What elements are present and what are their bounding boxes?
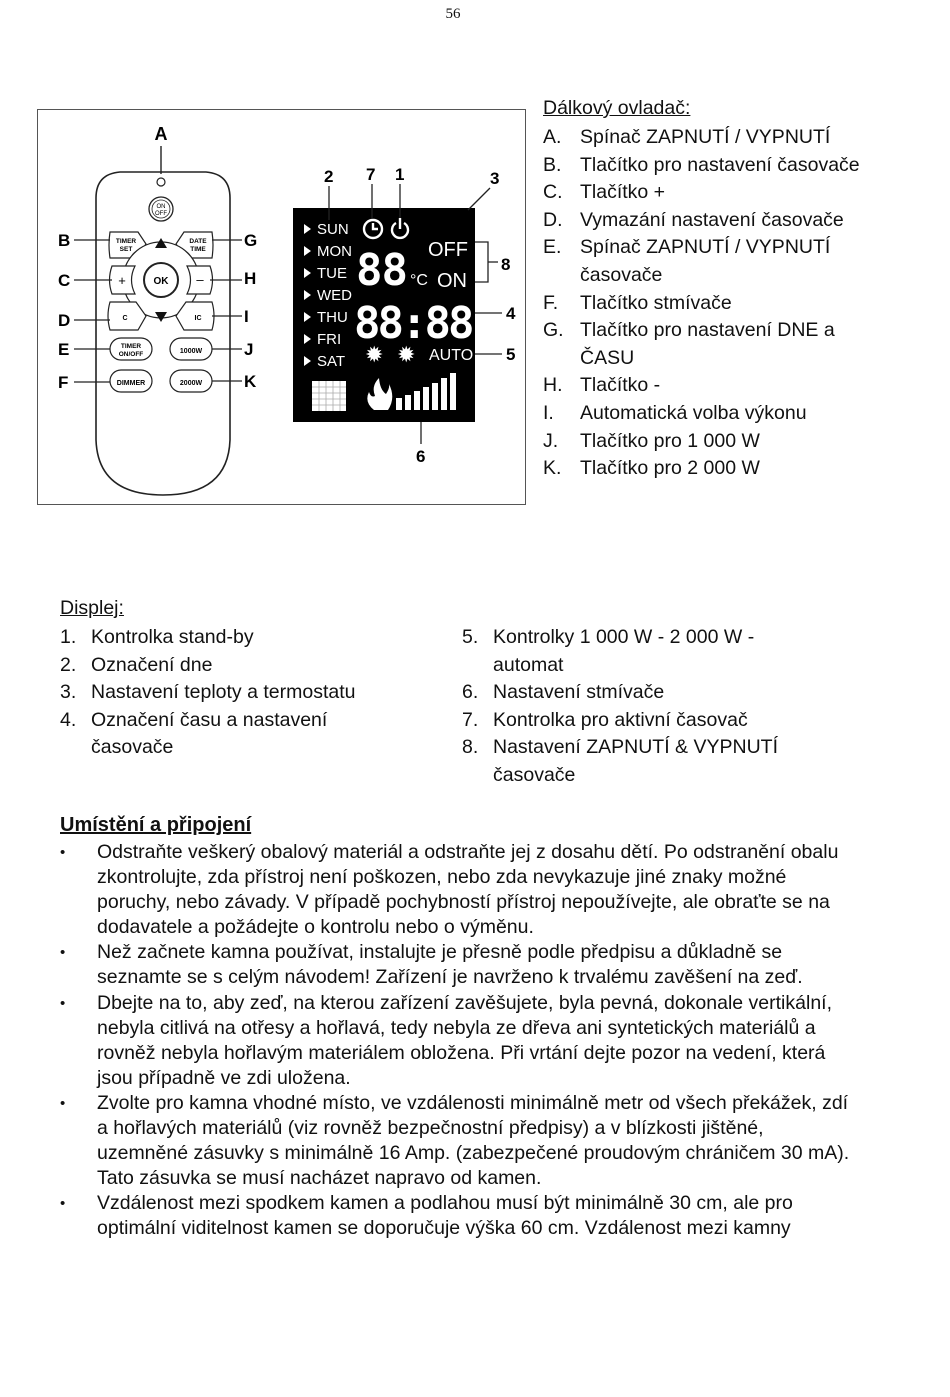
bullet-dot: •: [60, 944, 66, 962]
led-indicator: [157, 178, 165, 186]
bullet-dot: •: [60, 994, 66, 1012]
display-legend-number: 4.: [60, 708, 77, 731]
callout-2: 2: [324, 167, 334, 186]
remote-legend-letter: K.: [543, 457, 562, 480]
sun-icon-2000w: ✹: [397, 342, 416, 367]
bullet-item: [60, 1191, 860, 1241]
remote-legend-letter: D.: [543, 208, 563, 231]
label-b: B: [58, 231, 71, 250]
remote-legend-item: [543, 455, 880, 483]
remote-legend-letter: E.: [543, 236, 562, 259]
day-label: WED: [317, 287, 352, 304]
label-f: F: [58, 373, 69, 392]
remote-legend-item: [543, 124, 880, 152]
section-bullet-list: [60, 840, 860, 1242]
remote-legend-text: Automatická volba výkonu: [580, 401, 807, 424]
remote-legend-letter: G.: [543, 319, 564, 342]
callout-1: 1: [395, 165, 405, 184]
remote-legend-list: [543, 124, 880, 483]
bullet-text: Než začnete kamna používat, instalujte je přesně podle předpisu a důkladně se seznamte se s celým návodem! Zařízení je navrženo k trvalému zavěšení na zeď.: [97, 941, 803, 989]
page-number: 56: [445, 6, 461, 22]
timer-onoff-label-2: ON/OFF: [118, 351, 144, 358]
time-digits: 88:88: [354, 298, 472, 349]
temp-unit: °C: [410, 272, 428, 289]
day-label: TUE: [317, 265, 347, 282]
callout-7: 7: [366, 165, 376, 184]
bullet-item: [60, 940, 860, 990]
display-legend-item: [462, 734, 822, 789]
display-legend-number: 1.: [60, 626, 77, 648]
date-time-label-1: DATE: [189, 238, 207, 245]
bullet-item: [60, 840, 860, 940]
on-off-button: [149, 197, 173, 221]
bullet-text: Zvolte pro kamna vhodné místo, ve vzdálenosti minimálně metr od všech překážek, zdí a hořlavých materiálů (viz rovněž bezpečnostní předpisy) a v blízkosti jištěné, uzemněné zásuvky s minimálně 16 Amp. (zabezpečené proudovým chráničem 30 mA). Tato zásuvka se musí nacházet napravo od kamen.: [97, 1091, 850, 1190]
c-label: C: [122, 315, 128, 322]
display-legend-item: [462, 679, 822, 707]
timer-onoff-label-1: TIMER: [120, 343, 142, 350]
bullet-dot: •: [60, 1094, 66, 1112]
day-label: SUN: [317, 221, 349, 238]
display-legend-col1: [60, 624, 400, 762]
timer-set-label-1: TIMER: [115, 238, 137, 245]
remote-legend-text: Tlačítko pro nastavení časovače: [580, 153, 860, 176]
temp-digits: 88: [356, 245, 407, 296]
sun-icon-1000w: ✹: [365, 342, 384, 367]
display-legend-text: Označení dne: [91, 653, 213, 676]
display-legend-item: [60, 707, 400, 762]
ok-label: OK: [153, 276, 169, 287]
label-h: H: [244, 269, 257, 288]
display-legend-number: 6.: [462, 681, 479, 704]
label-k: K: [244, 372, 257, 391]
callout-6: 6: [416, 447, 426, 466]
remote-legend-text: Tlačítko pro 2 000 W: [580, 457, 760, 480]
auto-indicator: AUTO: [429, 347, 474, 364]
bullet-item: [60, 991, 860, 1091]
remote-legend-item: [543, 317, 880, 372]
display-legend-text: Kontrolky 1 000 W - 2 000 W - automat: [493, 626, 755, 676]
on-off-label-2: OFF: [155, 211, 167, 217]
remote-legend-item: [543, 400, 880, 428]
display-legend-text: Nastavení stmívače: [493, 681, 665, 704]
remote-legend-letter: I.: [543, 401, 554, 424]
display-legend-heading: Displej:: [60, 597, 124, 619]
callout-4: 4: [506, 304, 516, 323]
remote-legend-letter: A.: [543, 126, 562, 148]
remote-legend-text: Tlačítko pro 1 000 W: [580, 429, 760, 452]
remote-legend-letter: F.: [543, 291, 559, 314]
remote-legend-item: [543, 372, 880, 400]
callout-8: 8: [501, 255, 511, 274]
remote-legend-item: [543, 152, 880, 180]
bullet-dot: •: [60, 1195, 66, 1213]
day-label: MON: [317, 243, 352, 260]
label-i: I: [244, 307, 249, 326]
display-legend-item: [60, 624, 400, 652]
p1000-label: 1000W: [179, 348, 203, 355]
bullet-dot: •: [60, 844, 66, 861]
display-legend-text: Kontrolka stand-by: [91, 626, 254, 648]
thermostat-grid-icon: [312, 381, 346, 411]
remote-legend-item: [543, 234, 880, 289]
bullet-text: Dbejte na to, aby zeď, na kterou zařízení zavěšujete, byla pevná, dokonale vertikální, nebyla citlivá na otřesy a hořlavá, tedy nebyla ze dřeva ani syntetických materiálů a rovněž nebyla hořlavým materiálem obložena. Při vrtání dejte pozor na vedení, která jsou případně ve zdi uložena.: [97, 991, 833, 1089]
remote-legend-item: [543, 428, 880, 456]
label-g: G: [244, 231, 258, 250]
on-off-label-1: ON: [156, 204, 166, 210]
display-legend-item: [462, 707, 822, 735]
label-c: C: [58, 271, 71, 290]
day-label: FRI: [317, 331, 342, 348]
minus-label: –: [196, 272, 204, 287]
bullet-text: Odstraňte veškerý obalový materiál a odstraňte jej z dosahu dětí. Po odstranění obalu zkontrolujte, zda přístroj není poškozen, nebo zda nevykazuje jiné znaky možné poruchy, nebo závady. V případě pochybností přístroj nepoužívejte, ale obraťte se na dodavatele a požádejte o kontrolu nebo o výměnu.: [97, 841, 839, 939]
date-time-label-2: TIME: [190, 246, 206, 253]
display-legend-item: [60, 679, 400, 707]
remote-legend-letter: B.: [543, 153, 562, 176]
display-legend-item: [462, 624, 822, 679]
timer-set-label-2: SET: [119, 246, 133, 253]
display-legend-number: 3.: [60, 681, 77, 704]
remote-display-figure: [37, 109, 526, 505]
remote-legend-heading: Dálkový ovladač:: [543, 97, 691, 119]
dimmer-label: DIMMER: [116, 380, 146, 387]
plus-label: +: [118, 273, 126, 288]
on-indicator: ON: [437, 270, 467, 292]
remote-legend-text: Tlačítko -: [580, 374, 661, 397]
remote-legend-text: Tlačítko pro nastavení DNE a ČASU: [580, 319, 835, 369]
p2000-label: 2000W: [179, 380, 203, 387]
display-legend-text: Nastavení ZAPNUTÍ & VYPNUTÍ časovače: [493, 736, 778, 786]
remote-legend-item: [543, 179, 880, 207]
display-legend-text: Označení času a nastavení časovače: [91, 708, 328, 759]
display-legend-number: 7.: [462, 708, 479, 731]
remote-legend-letter: H.: [543, 374, 563, 397]
remote-legend-text: Vymazání nastavení časovače: [580, 208, 844, 231]
display-legend-text: Kontrolka pro aktivní časovač: [493, 708, 748, 731]
callout-5: 5: [506, 345, 516, 364]
remote-legend-text: Tlačítko +: [580, 181, 666, 204]
bullet-item: [60, 1091, 860, 1191]
display-legend-item: [60, 652, 400, 680]
bullet-text: Vzdálenost mezi spodkem kamen a podlahou musí být minimálně 30 cm, ale pro optimální viditelnost kamen se doporučuje výška 60 cm. Vzdálenost mezi kamny: [97, 1192, 793, 1240]
display-legend-number: 2.: [60, 653, 77, 676]
off-indicator: OFF: [428, 239, 468, 261]
display-legend-number: 5.: [462, 626, 479, 648]
label-a: A: [154, 124, 168, 144]
ic-label: IC: [194, 315, 202, 322]
remote-legend-item: [543, 207, 880, 235]
callout-3: 3: [490, 169, 500, 188]
remote-legend-letter: C.: [543, 181, 563, 204]
figure-drawing: [38, 110, 527, 506]
label-j: J: [244, 340, 254, 359]
day-label: THU: [317, 309, 348, 326]
remote-legend-text: Spínač ZAPNUTÍ / VYPNUTÍ časovače: [580, 236, 831, 286]
remote-legend-letter: J.: [543, 429, 559, 452]
label-e: E: [58, 340, 70, 359]
display-legend-number: 8.: [462, 736, 479, 759]
section-title: Umístění a připojení: [60, 814, 252, 836]
display-legend-col2: [462, 624, 822, 790]
remote-legend-text: Spínač ZAPNUTÍ / VYPNUTÍ: [580, 126, 831, 148]
label-d: D: [58, 311, 71, 330]
remote-legend-text: Tlačítko stmívače: [580, 291, 732, 314]
remote-legend-item: [543, 290, 880, 318]
day-label: SAT: [317, 353, 346, 370]
display-legend-text: Nastavení teploty a termostatu: [91, 681, 356, 704]
